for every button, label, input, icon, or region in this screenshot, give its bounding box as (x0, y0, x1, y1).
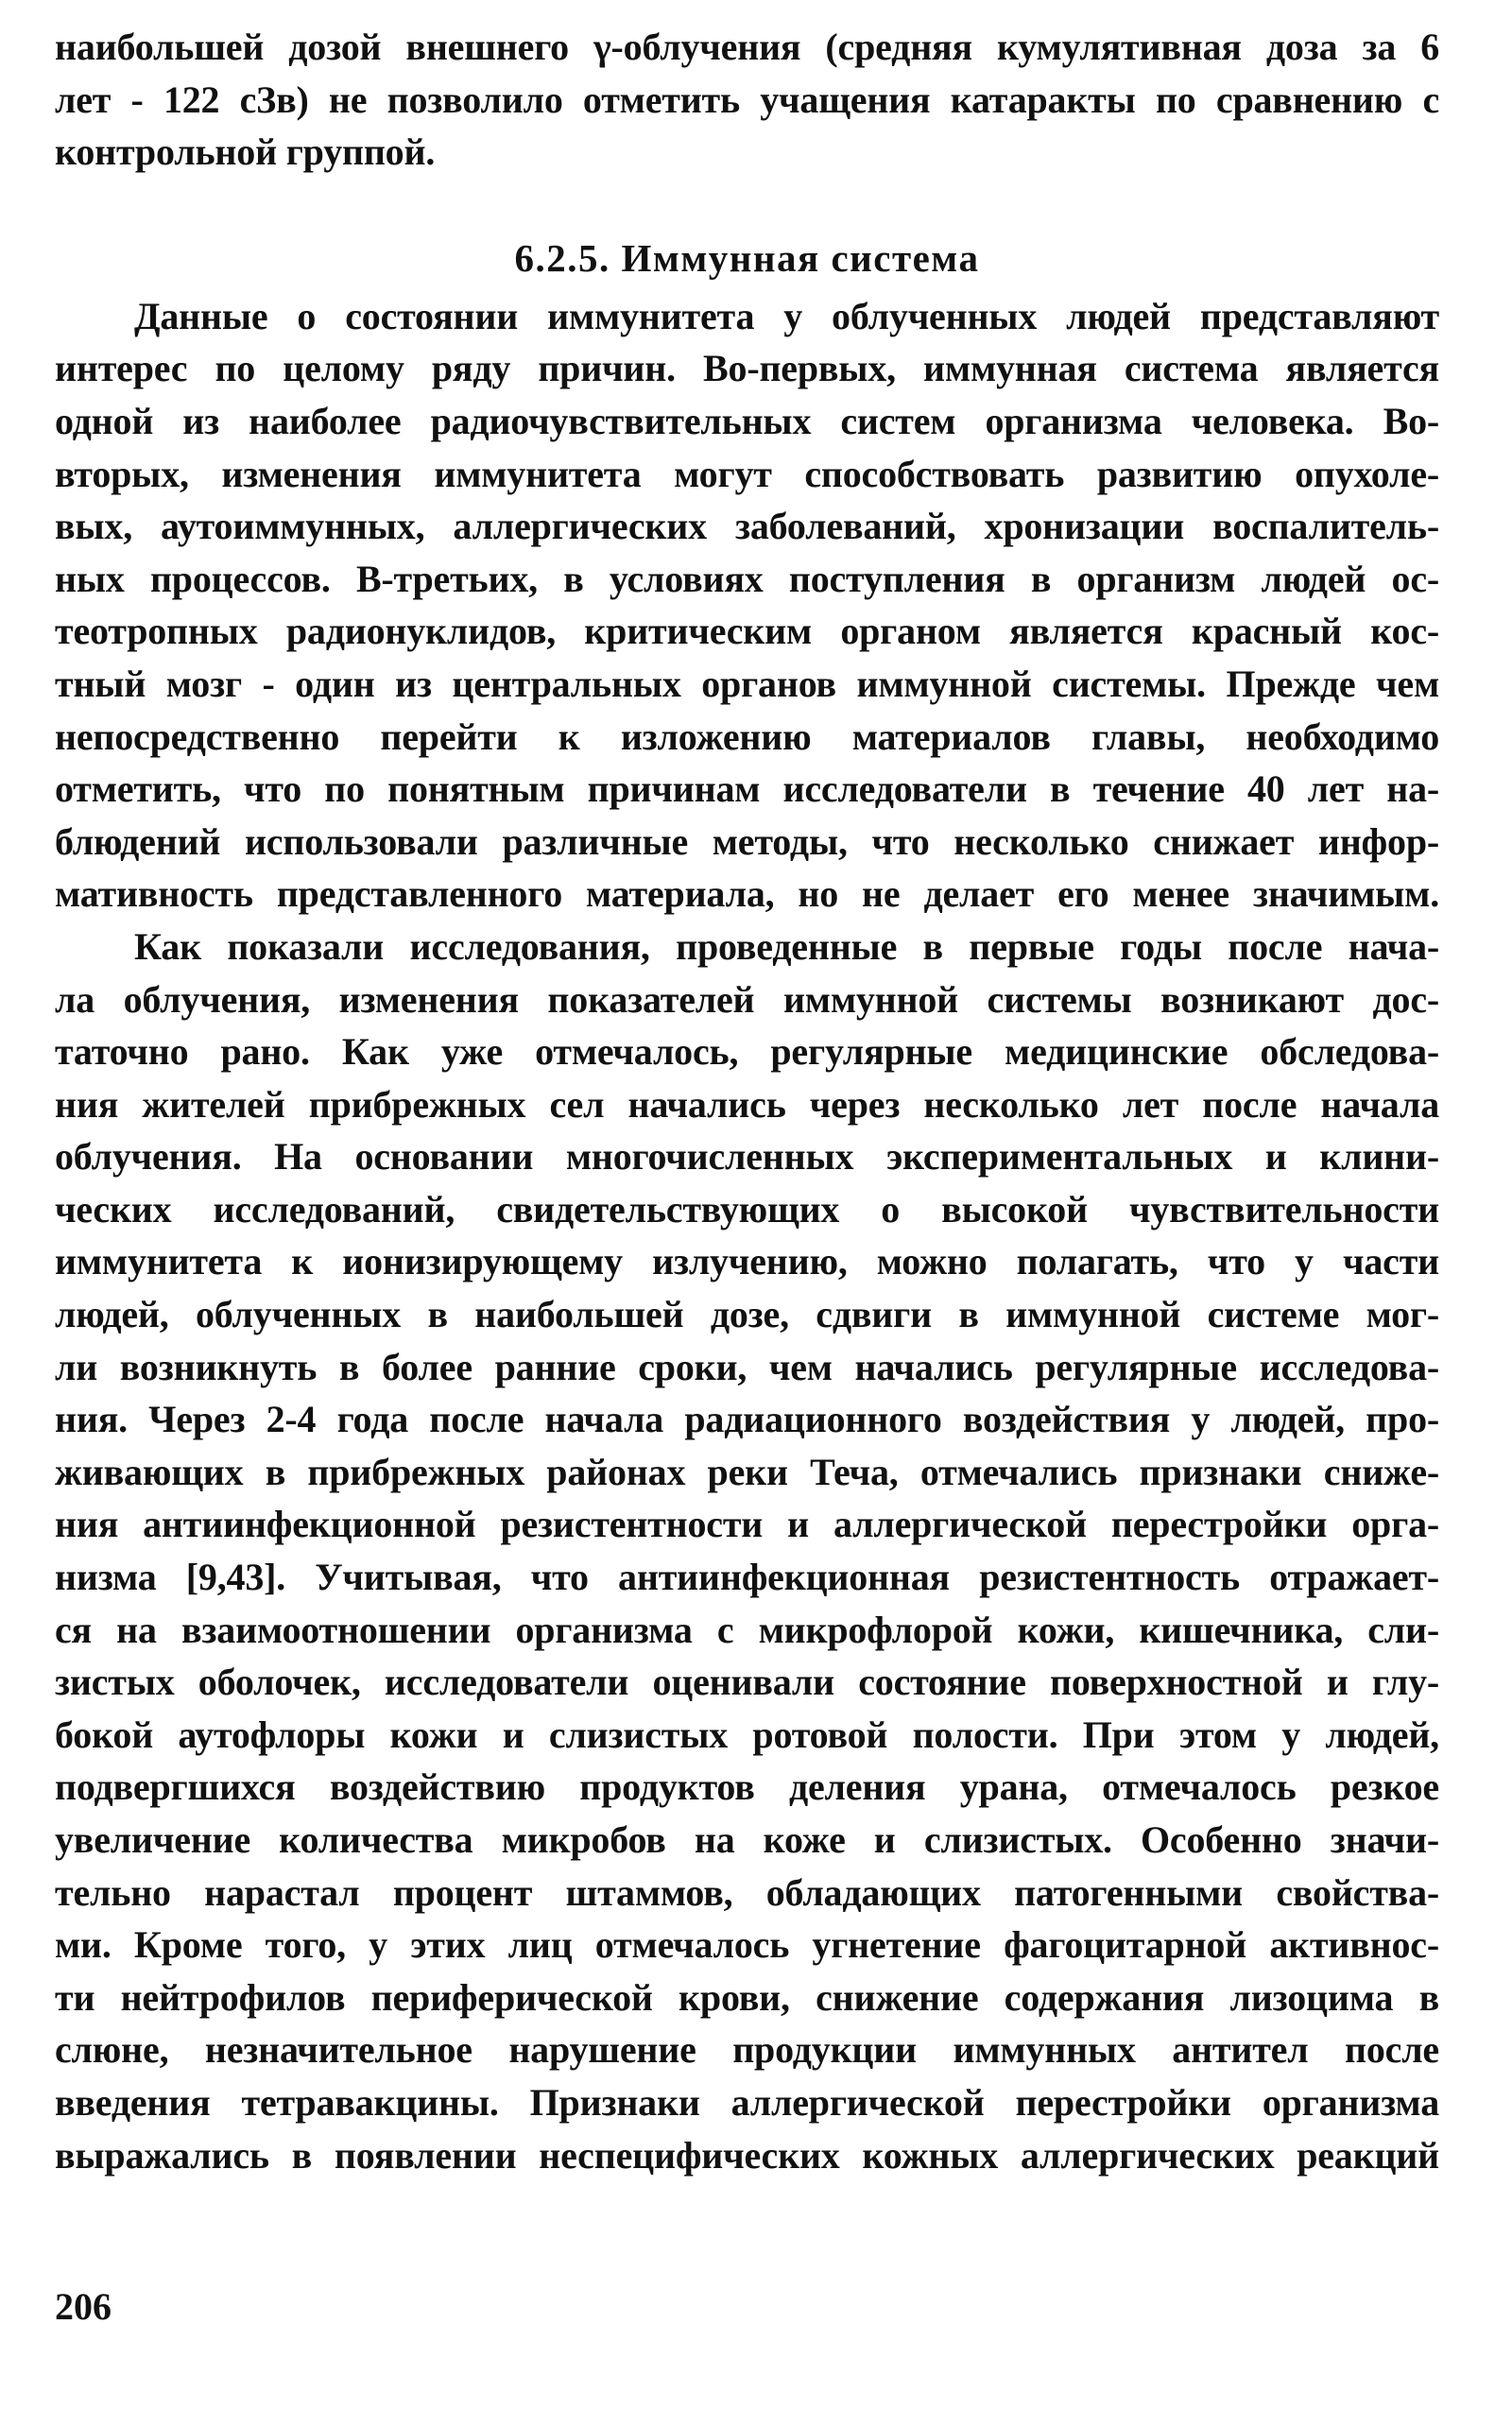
text-line: Как показали исследования, проведенные в первые годы после нача- (134, 924, 1439, 968)
text-line: подвергшихся воздействию продуктов деления урана, отмечалось резкое (55, 1765, 1439, 1809)
document-page (55, 21, 1439, 2181)
text-line: зистых оболочек, исследователи оценивали состояние поверхностной и глу- (55, 1661, 1439, 1704)
text-line: людей, облученных в наибольшей дозе, сдвиги в иммунной системе мог- (55, 1293, 1439, 1336)
text-line: ся на взаимоотношении организма с микрофлорой кожи, кишечника, сли- (55, 1608, 1439, 1651)
text-line: ния жителей прибрежных сел начались через несколько лет после начала (55, 1082, 1439, 1126)
text-line: наибольшей дозой внешнего γ-облучения (средняя кумулятивная доза за 6 (55, 26, 1439, 68)
text-line: введения тетравакцины. Признаки аллергической перестройки организма (55, 2080, 1439, 2124)
text-line: живающих в прибрежных районах реки Теча, отмечались признаки сниже- (55, 1450, 1439, 1493)
text-line: ных процессов. В-третьих, в условиях поступления в организм людей ос- (55, 557, 1439, 600)
text-line: таточно рано. Как уже отмечалось, регулярные медицинские обследова- (55, 1030, 1439, 1074)
paragraph-1 (55, 290, 1439, 921)
text-line: тный мозг - один из центральных органов иммунной системы. Прежде чем (55, 662, 1439, 705)
text-line: увеличение количества микробов на коже и слизистых. Особенно значи- (55, 1818, 1439, 1861)
text-line: контрольной группой. (55, 130, 436, 174)
paragraph-2 (55, 921, 1439, 2181)
text-line: непосредственно перейти к изложению материалов главы, необходимо (55, 714, 1439, 758)
section-heading: 6.2.5. Иммунная система (514, 235, 980, 280)
text-line: теотропных радионуклидов, критическим органом является красный кос- (55, 610, 1439, 653)
text-line: ли возникнуть в более ранние сроки, чем начались регулярные исследова- (55, 1345, 1439, 1388)
text-line: выражались в появлении неспецифических кожных аллергических реакций (55, 2133, 1439, 2177)
text-line: интерес по целому ряду причин. Во-первых, иммунная система является (55, 347, 1439, 390)
text-line: отметить, что по понятным причинам исследователи в течение 40 лет на- (55, 767, 1439, 811)
text-line: лет - 122 сЗв) не позволило отметить учащения катаракты по сравнению с (55, 77, 1439, 121)
text-line: ния антиинфекционной резистентности и аллергической перестройки орга- (55, 1503, 1439, 1546)
text-line: низма [9,43]. Учитывая, что антиинфекционная резистентность отражает- (55, 1556, 1439, 1599)
text-line: Данные о состоянии иммунитета у облученных людей представляют (134, 294, 1439, 337)
text-line: ла облучения, изменения показателей иммунной системы возникают дос- (55, 977, 1439, 1021)
text-line: бокой аутофлоры кожи и слизистых ротовой полости. При этом у людей, (55, 1713, 1439, 1756)
text-line: ми. Кроме того, у этих лиц отмечалось угнетение фагоцитарной активнос- (55, 1923, 1439, 1967)
intro-paragraph (55, 21, 1439, 179)
text-line: мативность представленного материала, но не делает его менее значимым. (55, 872, 1439, 916)
text-line: слюне, незначительное нарушение продукции иммунных антител после (55, 2028, 1439, 2072)
text-line: тельно нарастал процент штаммов, обладающих патогенными свойства- (55, 1870, 1439, 1914)
text-line: ческих исследований, свидетельствующих о высокой чувствительности (55, 1187, 1439, 1231)
page-number: 206 (55, 2285, 112, 2328)
text-line: одной из наиболее радиочувствительных систем организма человека. Во- (55, 399, 1439, 442)
text-line: иммунитета к ионизирующему излучению, можно полагать, что у части (55, 1240, 1439, 1283)
text-line: вых, аутоиммунных, аллергических заболеваний, хронизации воспалитель- (55, 505, 1439, 548)
text-line: ния. Через 2-4 года после начала радиационного воздействия у людей, про- (55, 1398, 1439, 1441)
text-line: ти нейтрофилов периферической крови, снижение содержания лизоцима в (55, 1975, 1439, 2019)
text-line: вторых, изменения иммунитета могут способствовать развитию опухоле- (55, 452, 1439, 495)
text-line: блюдений использовали различные методы, что несколько снижает инфор- (55, 819, 1439, 863)
text-line: облучения. На основании многочисленных экспериментальных и клини- (55, 1135, 1439, 1179)
